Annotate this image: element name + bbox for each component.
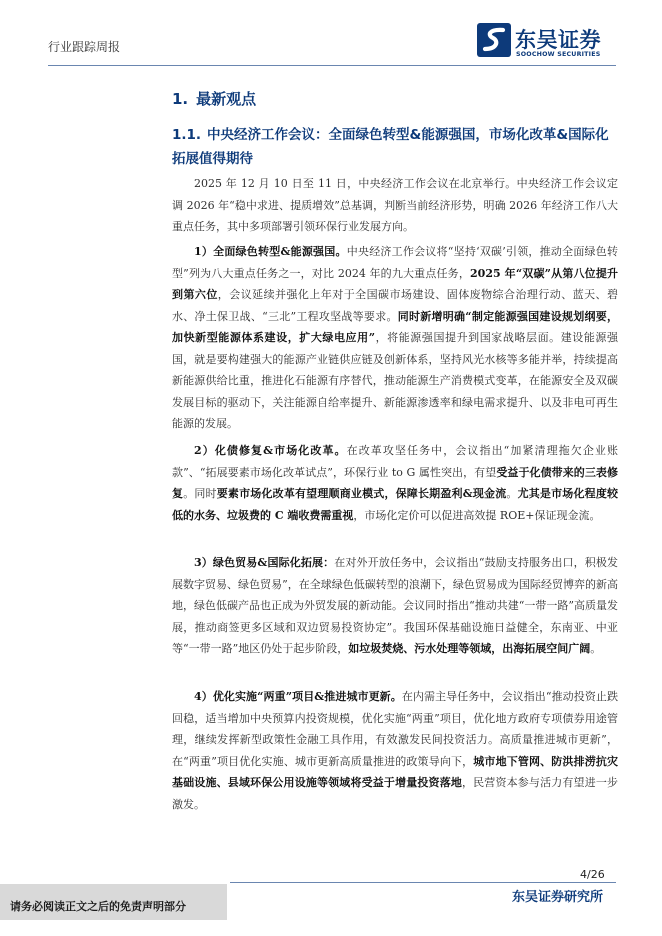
logo-chinese-name: 东吴证券	[515, 28, 601, 52]
body-text: 。	[506, 487, 518, 500]
page-header	[0, 0, 662, 70]
page-number: 4/26	[580, 868, 605, 881]
company-logo	[477, 23, 617, 63]
logo-english-name: SOOCHOW SECURITIES	[516, 51, 601, 58]
header-divider	[48, 65, 616, 66]
subsection-heading	[172, 123, 618, 171]
emphasis-text: 尤其是市场化程度较低的水务、垃圾费的 C 端收费需重视	[172, 487, 619, 522]
emphasis-text: 同时新增明确“制定能源强国建设规划纲要，加快新型能源体系建设，扩大绿电应用”	[172, 309, 618, 344]
paragraph-intro	[172, 173, 618, 238]
section-heading	[172, 88, 256, 109]
emphasis-text: 4）优化实施“两重”项目&推进城市更新。	[194, 690, 402, 703]
emphasis-text: 如垃圾焚烧、污水处理等领域，出海拓展空间广阔	[348, 642, 591, 655]
footer-divider	[230, 882, 616, 883]
body-text: 在改革攻坚任务中，会议指出“加紧清理拖欠企业账款”、“拓展要素市场化改革试点”，环保行业 to G 属性突出，有望	[172, 444, 618, 479]
disclaimer-banner	[0, 884, 227, 920]
subsection-title: 中央经济工作会议：全面绿色转型&能源强国，市场化改革&国际化拓展值得期待	[172, 127, 609, 167]
body-text: 在对外开放任务中，会议指出“鼓励支持服务出口，积极发展数字贸易、绿色贸易”，在全球绿色低碳转型的浪潮下，绿色贸易成为国际经贸博弈的新高地，绿色低碳产品也正成为外贸发展的新动能。会议同时指出“推动共建“一带一路”高质量发展，推动商签更多区域和双边贸易投资协定”。我国环保基础设施日益健全，东南亚、中亚等“一带一路”地区仍处于起步阶段，	[172, 556, 619, 655]
emphasis-text: 要素市场化改革有望理顺商业模式，保障长期盈利&现金流	[216, 487, 507, 500]
emphasis-text: 2025 年“双碳”从第八位提升到第六位	[172, 266, 618, 301]
emphasis-text: 2）化债修复&市场化改革。	[194, 444, 347, 457]
body-text: ，市场化定价可以促进高效提 ROE+保证现金流。	[353, 508, 601, 522]
emphasis-text: 3）绿色贸易&国际化拓展：	[194, 556, 335, 569]
emphasis-text: 1）全面绿色转型&能源强国。	[194, 245, 347, 258]
section-number: 1.	[172, 90, 189, 108]
body-text: 中央经济工作会议将“坚持‘双碳’引领，推动全面绿色转型”列为八大重点任务之一，对比 2024 年的九大重点任务，	[172, 245, 618, 280]
paragraph-green-transition	[172, 241, 618, 435]
section-title: 最新观点	[196, 90, 257, 108]
disclaimer-text: 请务必阅读正文之后的免责声明部分	[10, 900, 186, 913]
body-text: 在内需主导任务中，会议指出“推动投资止跌回稳，适当增加中央预算内投资规模，优化实施“两重”项目，优化地方政府专项债券用途管理，继续发挥新型政策性金融工具作用，有效激发民间投资活力。高质量推进城市更新”，在“两重”项目优化实施、城市更新高质量推进的政策导向下，	[172, 690, 618, 768]
body-text: ，民营资本参与活力有望进一步激发。	[172, 776, 618, 811]
body-text: ，将能源强国提升到国家战略层面。建设能源强国，就是要构建强大的能源产业链供应链及创新体系，坚持风光水核等多能并举，持续提高新能源供给比重，推进化石能源有序替代，推动能源生产消费模式变革，在能源安全及双碳发展目标的驱动下，关注能源自给率提升、新能源渗透率和绿电需求提升、以及非电可再生能源的发展。	[172, 331, 619, 430]
emphasis-text: 受益于化债带来的三表修复	[172, 465, 618, 500]
paragraph-green-trade	[172, 552, 618, 660]
paragraph-urban-renewal	[172, 686, 618, 815]
body-text: 。同时	[183, 487, 217, 500]
body-text: 。	[590, 642, 602, 655]
emphasis-text: 城市地下管网、防洪排涝抗灾基础设施、县域环保公用设施等领域将受益于增量投资落地	[172, 754, 619, 789]
body-text: ，会议延续并强化上年对于全国碳市场建设、固体废物综合治理行动、蓝天、碧水、净土保卫战、“三北”工程攻坚战等要求。	[172, 288, 619, 323]
body-text: 2025 年 12 月 10 日至 11 日，中央经济工作会议在北京举行。中央经济工作会议定调 2026 年“稳中求进、提质增效”总基调，判断当前经济形势，明确 2026 年经济工作八大重点任务，其中多项部署引领环保行业发展方向。	[172, 177, 618, 233]
report-category: 行业跟踪周报	[48, 40, 121, 54]
institute-name: 东吴证券研究所	[512, 890, 604, 905]
subsection-number: 1.1.	[172, 127, 202, 143]
soochow-logo-icon	[477, 23, 511, 57]
paragraph-debt-market-reform	[172, 440, 618, 526]
